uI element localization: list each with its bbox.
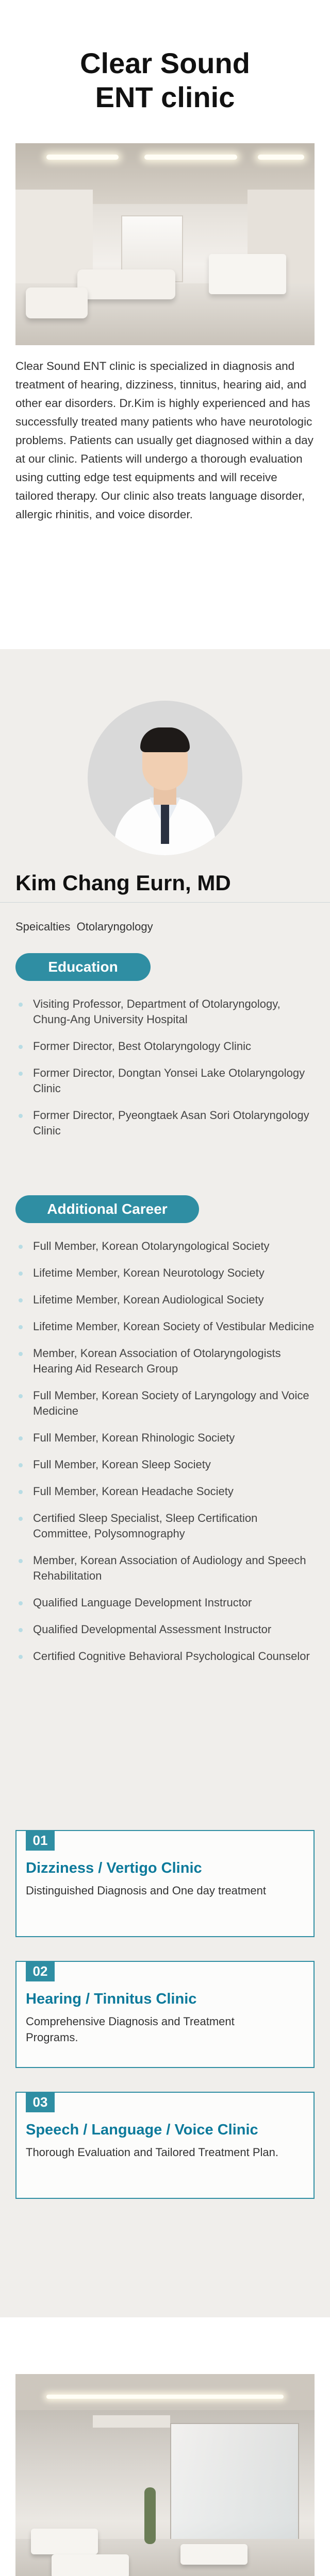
ceiling-light bbox=[46, 155, 119, 160]
career-item: Member, Korean Association of Otolaryngologists Hearing Aid Research Group bbox=[15, 1346, 315, 1377]
service-number-badge: 03 bbox=[26, 2092, 55, 2112]
location-section bbox=[0, 2317, 330, 2576]
career-list bbox=[15, 1239, 315, 1664]
ceiling-light bbox=[258, 155, 304, 160]
career-item: Full Member, Korean Sleep Society bbox=[15, 1457, 315, 1472]
education-item: Former Director, Best Otolaryngology Clinic bbox=[15, 1039, 315, 1054]
career-item: Qualified Developmental Assessment Instructor bbox=[15, 1622, 315, 1637]
lobby-light bbox=[46, 2395, 284, 2399]
clinic-title-line2: ENT clinic bbox=[95, 81, 235, 113]
service-card bbox=[15, 1830, 315, 1937]
doctor-name: Kim Chang Eurn, MD bbox=[15, 871, 231, 895]
service-card bbox=[15, 2092, 315, 2199]
doctor-profile-section bbox=[0, 649, 330, 2317]
lobby-plant bbox=[144, 2487, 156, 2544]
avatar-hair bbox=[140, 727, 190, 752]
doctor-specialty bbox=[15, 920, 153, 934]
service-title: Hearing / Tinnitus Clinic bbox=[26, 1991, 197, 2007]
education-item: Visiting Professor, Department of Otolaryngology, Chung-Ang University Hospital bbox=[15, 996, 315, 1027]
lobby-ceiling bbox=[15, 2374, 315, 2410]
photo-sofa bbox=[77, 269, 175, 299]
clinic-title-line1: Clear Sound bbox=[80, 47, 250, 79]
lobby-glass-wall bbox=[170, 2423, 299, 2552]
service-title: Speech / Language / Voice Clinic bbox=[26, 2122, 258, 2138]
education-heading: Education bbox=[15, 953, 151, 981]
clinic-lobby-photo bbox=[15, 2374, 315, 2576]
career-item: Lifetime Member, Korean Society of Vestibular Medicine bbox=[15, 1319, 315, 1334]
clinic-hero-section bbox=[0, 0, 330, 649]
specialty-value: Otolaryngology bbox=[76, 920, 153, 933]
career-item: Full Member, Korean Society of Laryngology and Voice Medicine bbox=[15, 1388, 315, 1419]
career-item: Member, Korean Association of Audiology and Speech Rehabilitation bbox=[15, 1553, 315, 1584]
specialty-label: Speicalties bbox=[15, 920, 71, 933]
lobby-bench bbox=[52, 2554, 129, 2576]
photo-reception-desk bbox=[209, 254, 286, 294]
career-item: Lifetime Member, Korean Audiological Society bbox=[15, 1292, 315, 1308]
doctor-avatar bbox=[88, 701, 242, 855]
clinic-intro-text: Clear Sound ENT clinic is specialized in diagnosis and treatment of hearing, dizziness, tinnitus, hearing aid, and other ear disorders. Dr.Kim is highly experienced and has successfully treated many patients who have neurotologic problems. Patients can usually get diagnosed within a day at our clinic. Patients will undergo a thorough evaluation using cutting edge test equipments and will receive tailored therapy. Our clinic also treats language disorder, allergic rhinitis, and voice disorder. bbox=[15, 360, 314, 521]
career-item: Full Member, Korean Headache Society bbox=[15, 1484, 315, 1499]
avatar-tie bbox=[161, 803, 169, 844]
clinic-title bbox=[0, 46, 330, 114]
lobby-bench bbox=[180, 2544, 248, 2565]
additional-career-heading: Additional Career bbox=[15, 1195, 199, 1223]
service-description: Distinguished Diagnosis and One day treatment bbox=[26, 1884, 266, 1897]
lobby-sign bbox=[93, 2415, 170, 2428]
career-item: Full Member, Korean Rhinologic Society bbox=[15, 1430, 315, 1446]
career-item: Certified Cognitive Behavioral Psychological Counselor bbox=[15, 1649, 315, 1664]
service-number-badge: 02 bbox=[26, 1961, 55, 1981]
service-card bbox=[15, 1961, 315, 2068]
service-description: Comprehensive Diagnosis and Treatment Programs. bbox=[26, 2015, 235, 2044]
service-title: Dizziness / Vertigo Clinic bbox=[26, 1860, 202, 1876]
career-item: Full Member, Korean Otolaryngological Society bbox=[15, 1239, 315, 1254]
ceiling-light bbox=[144, 155, 237, 160]
career-item: Lifetime Member, Korean Neurotology Society bbox=[15, 1265, 315, 1281]
education-list bbox=[15, 996, 315, 1139]
education-item: Former Director, Dongtan Yonsei Lake Otolaryngology Clinic bbox=[15, 1065, 315, 1096]
career-item: Qualified Language Development Instructor bbox=[15, 1595, 315, 1611]
education-item: Former Director, Pyeongtaek Asan Sori Otolaryngology Clinic bbox=[15, 1108, 315, 1139]
lobby-bench bbox=[31, 2529, 98, 2554]
clinic-interior-photo bbox=[15, 143, 315, 345]
career-item: Certified Sleep Specialist, Sleep Certification Committee, Polysomnography bbox=[15, 1511, 315, 1541]
divider bbox=[0, 902, 330, 903]
photo-sofa bbox=[26, 287, 88, 318]
service-number-badge: 01 bbox=[26, 1830, 55, 1851]
service-description: Thorough Evaluation and Tailored Treatment Plan. bbox=[26, 2146, 279, 2159]
